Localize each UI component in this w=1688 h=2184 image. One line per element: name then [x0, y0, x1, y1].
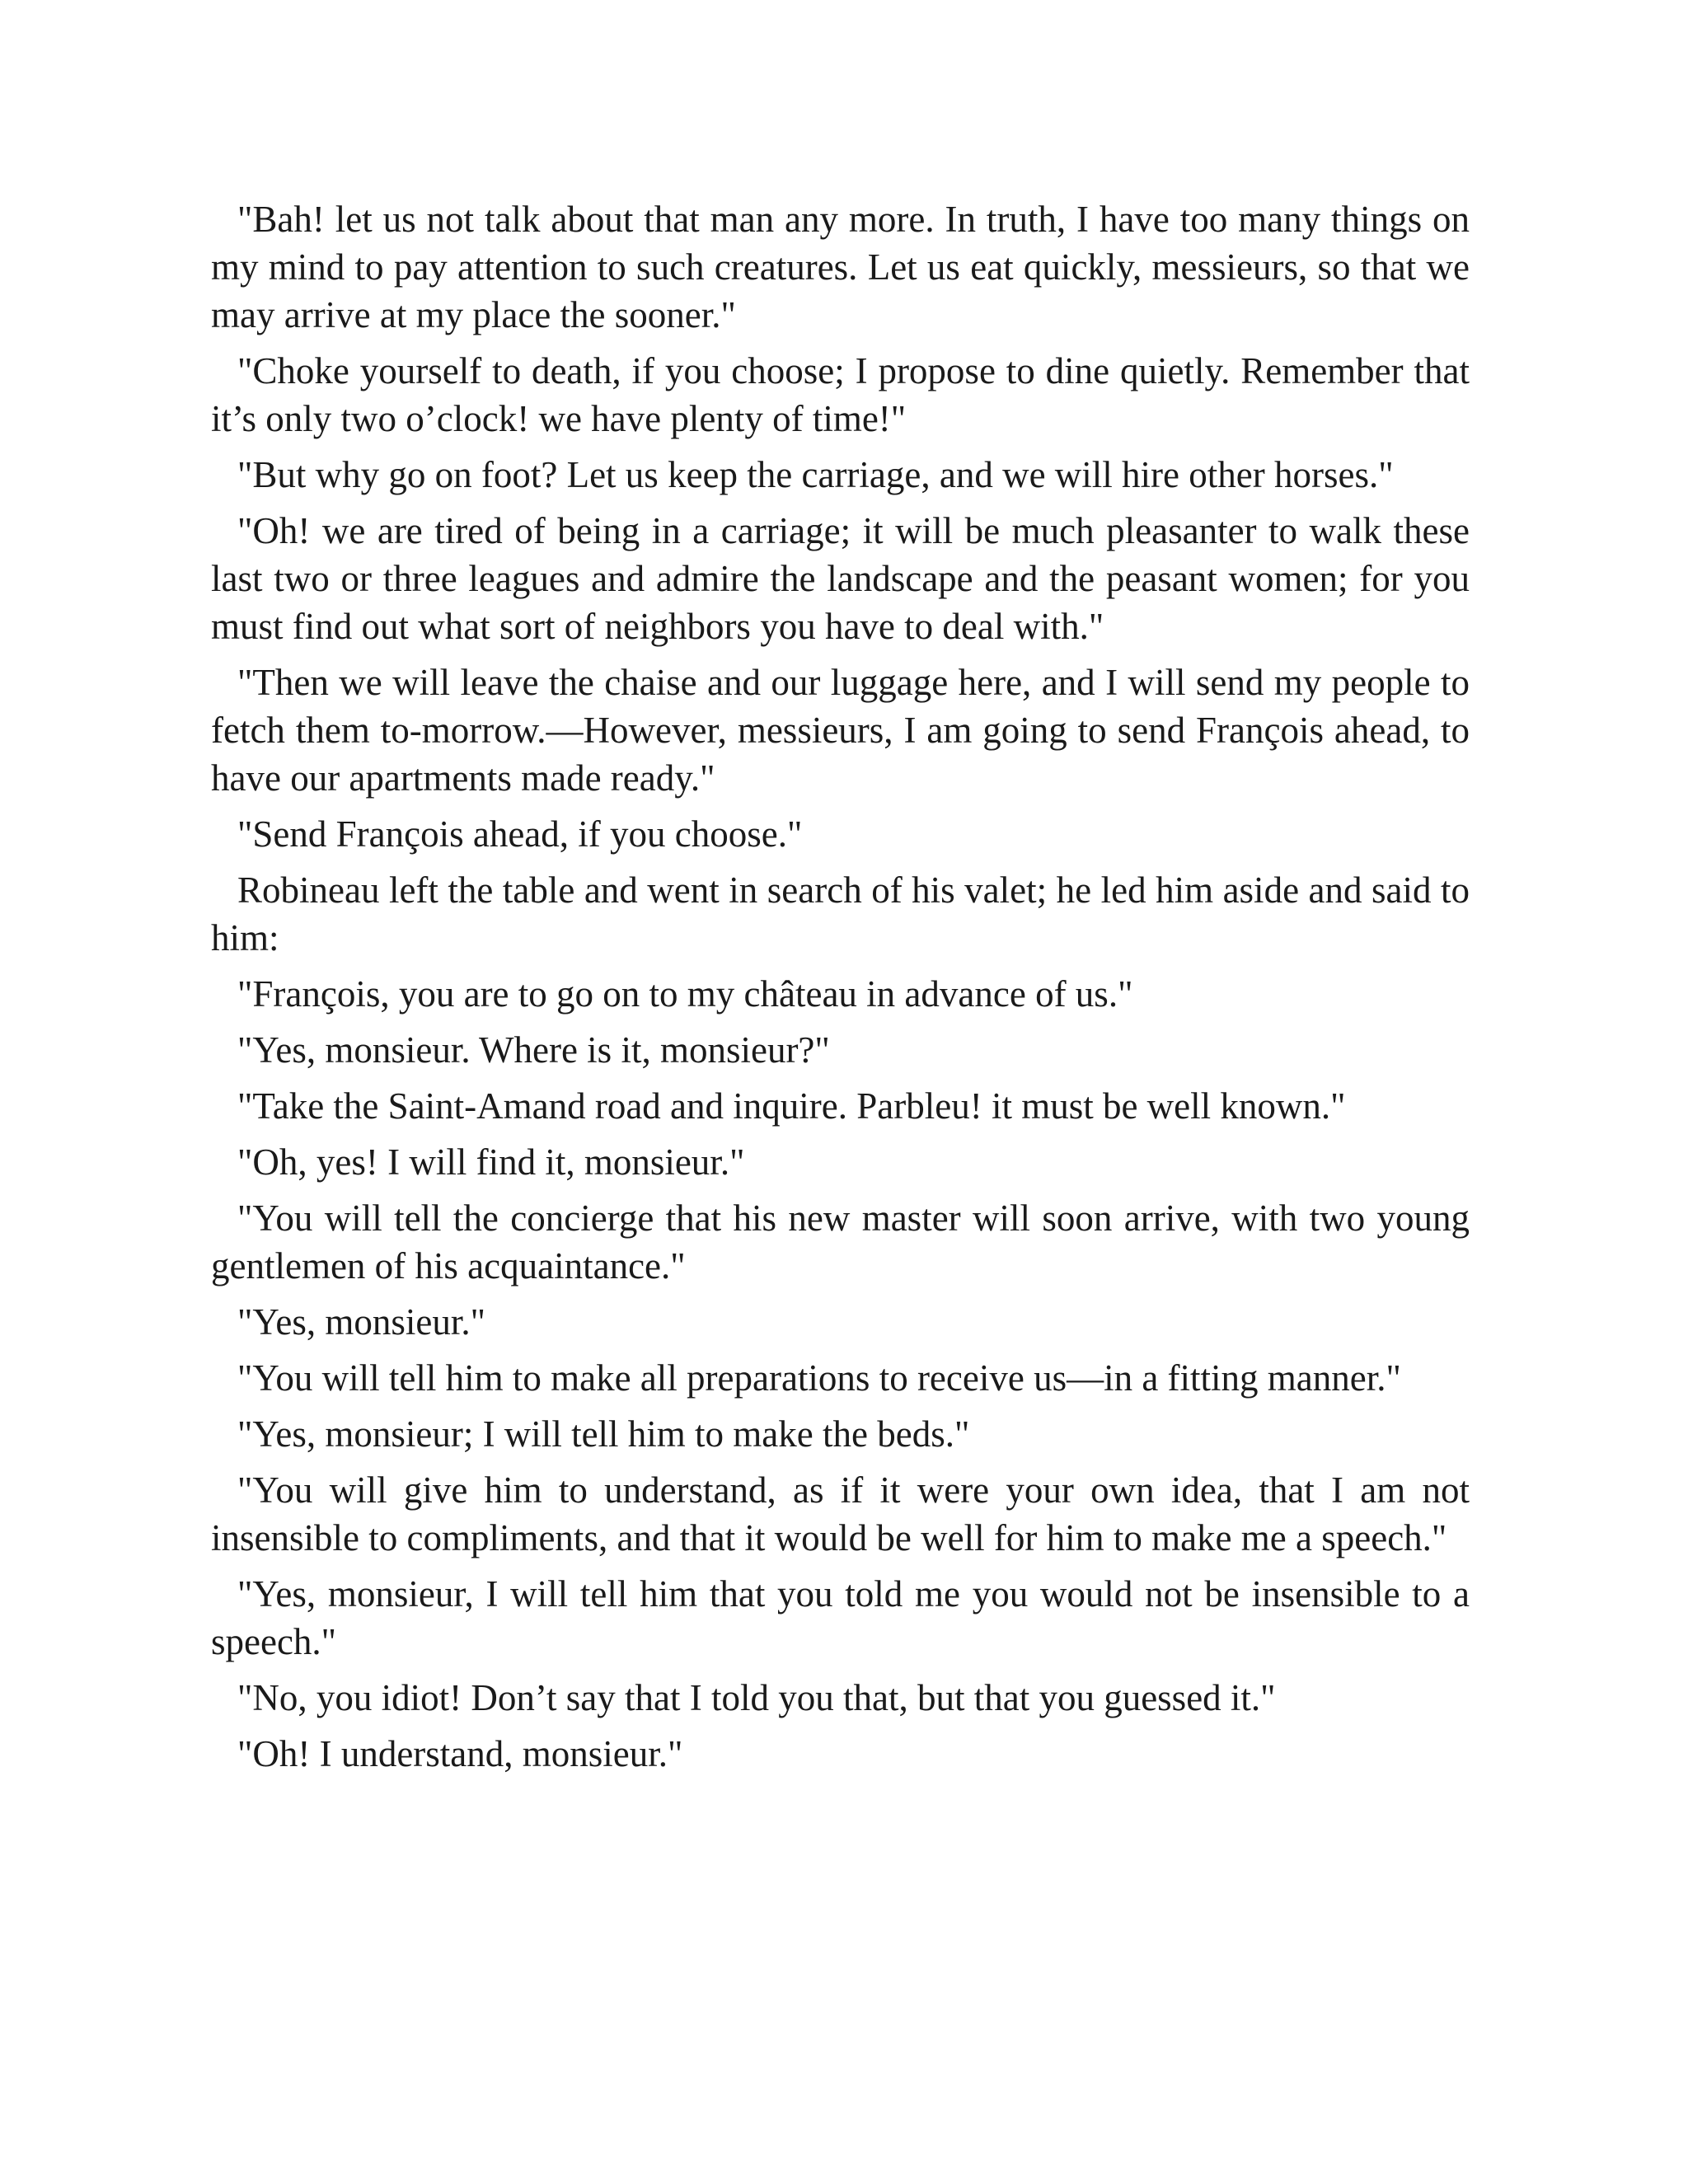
paragraph: "Bah! let us not talk about that man any more. In truth, I have too many things on my mind to pay attention to such creatures. Let us eat quickly, messieurs, so that we may arrive at my place the sooner." [211, 199, 1470, 335]
paragraph: "You will tell the concierge that his new master will soon arrive, with two young gentlemen of his acquaintance." [211, 1197, 1470, 1286]
paragraph: "Send François ahead, if you choose." [237, 813, 803, 855]
paragraph: "Then we will leave the chaise and our luggage here, and I will send my people to fetch them to-morrow.—However, messieurs, I am going to send François ahead, to have our apartments made ready." [211, 662, 1470, 799]
paragraph: "But why go on foot? Let us keep the carriage, and we will hire other horses." [237, 454, 1394, 495]
paragraph: "Yes, monsieur, I will tell him that you told me you would not be insensible to a speech." [211, 1573, 1470, 1662]
paragraph: "No, you idiot! Don’t say that I told you that, but that you guessed it." [237, 1677, 1276, 1718]
body-text [211, 195, 1470, 1786]
paragraph: "Yes, monsieur. Where is it, monsieur?" [237, 1029, 830, 1071]
paragraph: "Choke yourself to death, if you choose; I propose to dine quietly. Remember that it’s only two o’clock! we have plenty of time!" [211, 350, 1470, 439]
paragraph: "Yes, monsieur." [237, 1301, 485, 1343]
paragraph: "You will give him to understand, as if it were your own idea, that I am not insensible to compliments, and that it would be well for him to make me a speech." [211, 1469, 1470, 1558]
paragraph: "Oh! we are tired of being in a carriage; it will be much pleasanter to walk these last two or three leagues and admire the landscape and the peasant women; for you must find out what sort of neighbors you have to deal with." [211, 510, 1470, 647]
paragraph: "Yes, monsieur; I will tell him to make the beds." [237, 1413, 970, 1455]
paragraph: "François, you are to go on to my château in advance of us." [237, 973, 1133, 1015]
paragraph: Robineau left the table and went in search of his valet; he led him aside and said to him: [211, 869, 1470, 958]
paragraph: "Take the Saint-Amand road and inquire. Parbleu! it must be well known." [237, 1085, 1346, 1127]
paragraph: "Oh, yes! I will find it, monsieur." [237, 1141, 745, 1183]
paragraph: "Oh! I understand, monsieur." [237, 1733, 683, 1774]
paragraph: "You will tell him to make all preparations to receive us—in a fitting manner." [237, 1357, 1401, 1399]
